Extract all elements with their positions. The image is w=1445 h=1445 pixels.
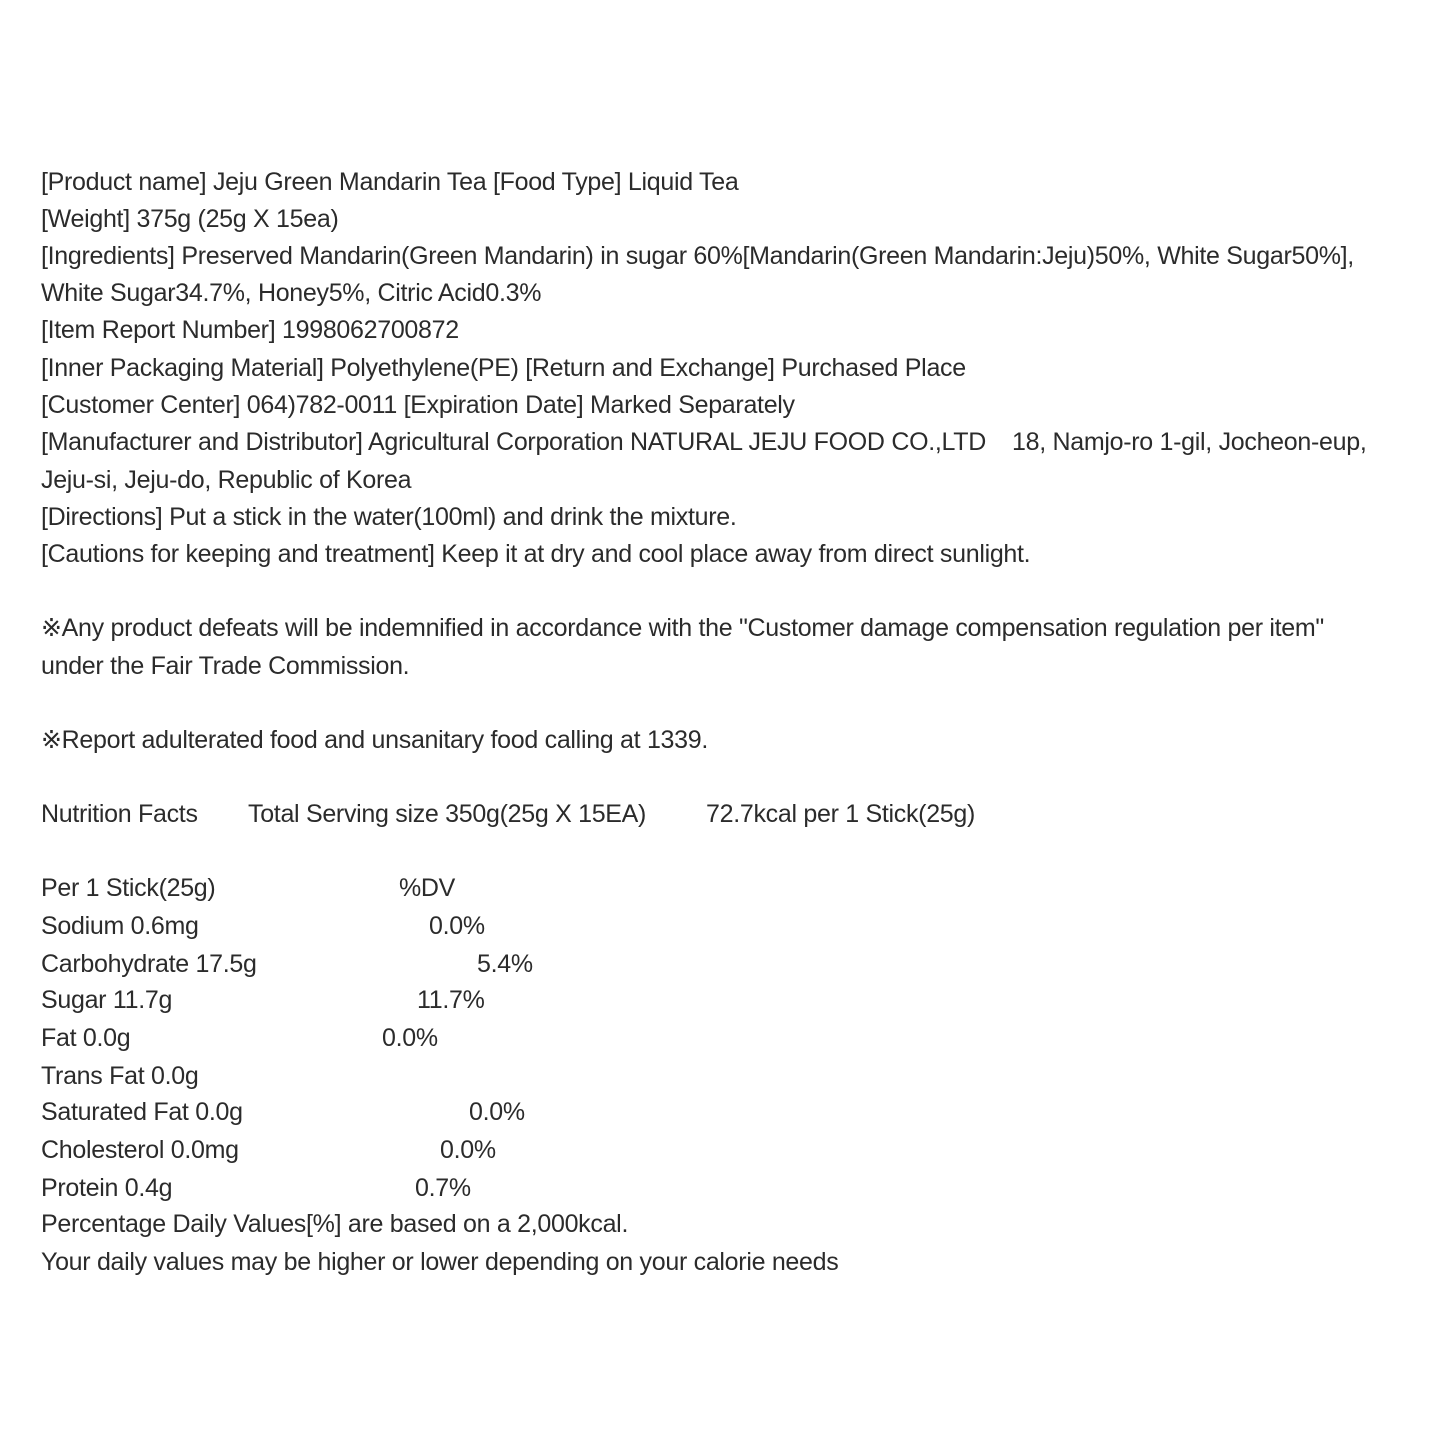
manufacturer-line — [41, 427, 1366, 457]
nutrient-label: Saturated Fat 0.0g — [41, 1098, 243, 1126]
nutrient-label: Sugar 11.7g — [41, 986, 173, 1014]
customer-center-line: [Customer Center] 064)782-0011 [Expiration Date] Marked Separately — [41, 391, 795, 419]
defects-notice: ※Any product defeats will be indemnified in accordance with the "Customer damage compensation regulation per item" — [41, 614, 1324, 642]
cautions-line: [Cautions for keeping and treatment] Keep it at dry and cool place away from direct sunlight. — [41, 540, 1031, 568]
defects-notice-cont: under the Fair Trade Commission. — [41, 652, 410, 680]
nutrient-label: Sodium 0.6mg — [41, 912, 199, 940]
nutrient-dv: 11.7% — [417, 986, 485, 1014]
table-header-dv: %DV — [399, 874, 456, 902]
nutrient-label: Cholesterol 0.0mg — [41, 1136, 239, 1164]
ingredients-line-cont: White Sugar34.7%, Honey5%, Citric Acid0.3% — [41, 279, 542, 307]
dv-footnote-cont: Your daily values may be higher or lower depending on your calorie needs — [41, 1248, 839, 1276]
dv-footnote: Percentage Daily Values[%] are based on a 2,000kcal. — [41, 1210, 629, 1238]
item-report-number-line: [Item Report Number] 1998062700872 — [41, 316, 459, 344]
nutrient-label: Protein 0.4g — [41, 1174, 173, 1202]
serving-size: Total Serving size 350g(25g X 15EA) — [248, 800, 647, 828]
report-notice: ※Report adulterated food and unsanitary food calling at 1339. — [41, 726, 709, 754]
weight-line: [Weight] 375g (25g X 15ea) — [41, 205, 339, 233]
calories-per-stick: 72.7kcal per 1 Stick(25g) — [706, 800, 976, 828]
nutrition-title: Nutrition Facts — [41, 800, 198, 828]
packaging-line: [Inner Packaging Material] Polyethylene(PE) [Return and Exchange] Purchased Place — [41, 354, 966, 382]
manufacturer-name: [Manufacturer and Distributor] Agricultural Corporation NATURAL JEJU FOOD CO.,LTD — [41, 428, 986, 456]
directions-line: [Directions] Put a stick in the water(100ml) and drink the mixture. — [41, 503, 737, 531]
nutrient-dv: 0.0% — [382, 1024, 438, 1052]
nutrient-dv: 0.0% — [440, 1136, 496, 1164]
manufacturer-address-cont: Jeju-si, Jeju-do, Republic of Korea — [41, 466, 412, 494]
product-name-line: [Product name] Jeju Green Mandarin Tea [Food Type] Liquid Tea — [41, 168, 739, 196]
nutrient-dv: 0.0% — [429, 912, 485, 940]
table-header-label: Per 1 Stick(25g) — [41, 874, 216, 902]
nutrient-dv: 5.4% — [477, 950, 533, 978]
manufacturer-address: 18, Namjo-ro 1-gil, Jocheon-eup, — [1012, 428, 1367, 456]
nutrient-dv: 0.7% — [415, 1174, 471, 1202]
nutrient-label: Trans Fat 0.0g — [41, 1062, 199, 1090]
nutrient-label: Fat 0.0g — [41, 1024, 131, 1052]
nutrient-label: Carbohydrate 17.5g — [41, 950, 257, 978]
ingredients-line: [Ingredients] Preserved Mandarin(Green Mandarin) in sugar 60%[Mandarin(Green Mandarin:Jeju)50%, White Sugar50%], — [41, 242, 1354, 270]
nutrient-dv: 0.0% — [469, 1098, 525, 1126]
